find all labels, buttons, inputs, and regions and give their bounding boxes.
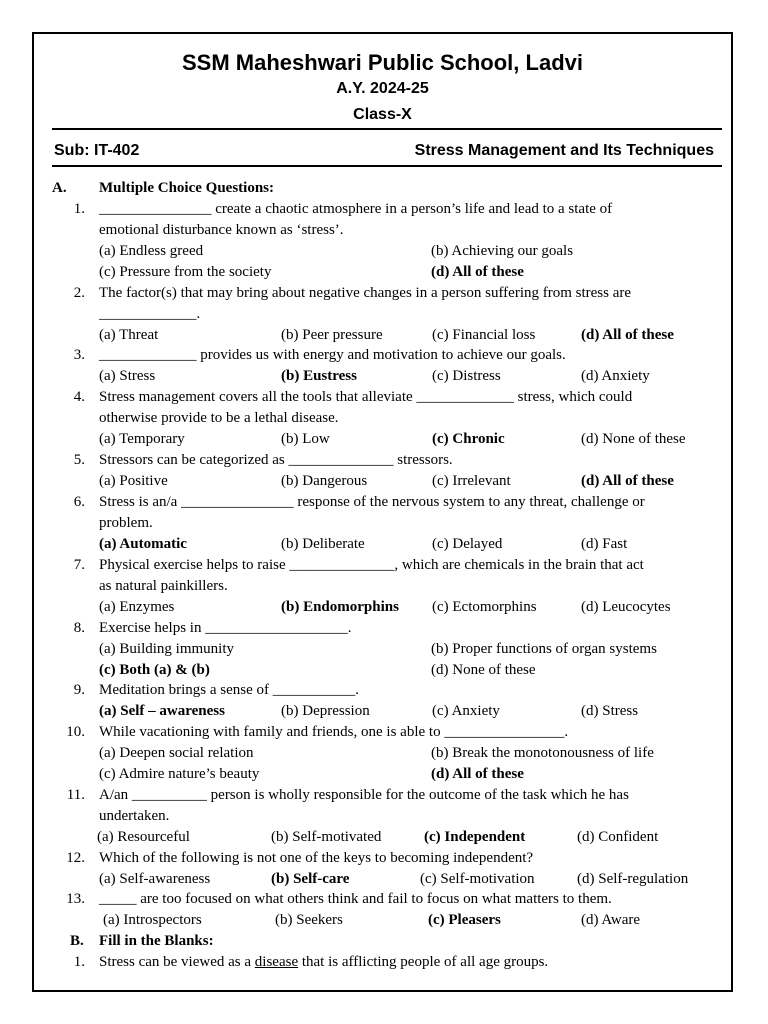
option-b: (b) Self-motivated	[271, 829, 382, 845]
option-b: (b) Low	[281, 431, 330, 447]
question-number: 8.	[73, 620, 85, 636]
option-c: (c) Delayed	[432, 536, 503, 552]
option-a: (a) Temporary	[99, 431, 185, 447]
section-b-label: B.	[70, 933, 84, 949]
question-number: 1.	[73, 954, 85, 970]
question-text: problem.	[99, 515, 153, 531]
option-b-answer: (b) Endomorphins	[281, 599, 399, 615]
option-c: (c) Distress	[432, 368, 501, 384]
fill-blank-text-before: Stress can be viewed as a	[99, 954, 255, 970]
chapter-title: Stress Management and Its Techniques	[414, 142, 714, 159]
option-b: (b) Deliberate	[281, 536, 365, 552]
question-number: 2.	[73, 285, 85, 301]
option-c-answer: (c) Pleasers	[428, 912, 501, 928]
question-text: _____ are too focused on what others think and fail to focus on what matters to them.	[99, 891, 612, 907]
option-c: (c) Pressure from the society	[99, 264, 272, 280]
option-a: (a) Positive	[99, 473, 168, 489]
question-text: A/an __________ person is wholly responsible for the outcome of the task which he has	[99, 787, 629, 803]
option-a: (a) Threat	[99, 327, 159, 343]
option-b: (b) Dangerous	[281, 473, 368, 489]
question-number: 11.	[66, 787, 85, 803]
header-rule-top	[52, 128, 722, 130]
question-text: While vacationing with family and friends, one is able to ________________.	[99, 724, 569, 740]
option-a-answer: (a) Automatic	[99, 536, 187, 552]
question-text: Stress management covers all the tools that alleviate _____________ stress, which could	[99, 389, 633, 405]
option-b-answer: (b) Self-care	[271, 871, 350, 887]
section-a-title: Multiple Choice Questions:	[99, 180, 274, 196]
option-a: (a) Building immunity	[99, 641, 234, 657]
option-c: (c) Anxiety	[432, 703, 500, 719]
option-d: (d) Self-regulation	[577, 871, 689, 887]
question-text: as natural painkillers.	[99, 578, 228, 594]
school-name: SSM Maheshwari Public School, Ladvi	[182, 50, 583, 75]
option-c-answer: (c) Both (a) & (b)	[99, 662, 210, 678]
option-a: (a) Introspectors	[103, 912, 202, 928]
question-number: 3.	[73, 347, 85, 363]
question-number: 6.	[73, 494, 85, 510]
option-b: (b) Achieving our goals	[431, 243, 574, 259]
option-a: (a) Endless greed	[99, 243, 204, 259]
fill-blank-question	[99, 952, 548, 973]
question-text: Physical exercise helps to raise ______________, which are chemicals in the brain that act	[99, 557, 644, 573]
option-d: (d) None of these	[431, 662, 536, 678]
question-text: emotional disturbance known as ‘stress’.	[99, 222, 344, 238]
question-text: Stressors can be categorized as ______________ stressors.	[99, 452, 453, 468]
option-d: (d) Stress	[581, 703, 639, 719]
question-text: Stress is an/a _______________ response of the nervous system to any threat, challenge or	[99, 494, 645, 510]
question-number: 12.	[66, 850, 85, 866]
question-text: otherwise provide to be a lethal disease.	[99, 410, 339, 426]
question-text: _______________ create a chaotic atmosphere in a person’s life and lead to a state of	[99, 201, 613, 217]
header-rule-bottom	[52, 165, 722, 167]
option-c: (c) Ectomorphins	[432, 599, 537, 615]
question-text: Which of the following is not one of the keys to becoming independent?	[99, 850, 534, 866]
option-c-answer: (c) Independent	[424, 829, 526, 845]
option-b: (b) Depression	[281, 703, 370, 719]
option-d: (d) Fast	[581, 536, 628, 552]
option-c: (c) Financial loss	[432, 327, 536, 343]
question-number: 9.	[73, 682, 85, 698]
class-label: Class-X	[353, 106, 412, 123]
academic-year: A.Y. 2024-25	[336, 80, 429, 97]
option-a: (a) Enzymes	[99, 599, 175, 615]
subject-code: Sub: IT-402	[54, 142, 140, 159]
option-d-answer: (d) All of these	[581, 327, 674, 343]
option-b: (b) Break the monotonousness of life	[431, 745, 654, 761]
option-c-answer: (c) Chronic	[432, 431, 505, 447]
option-a-answer: (a) Self – awareness	[99, 703, 225, 719]
question-number: 7.	[73, 557, 85, 573]
question-number: 5.	[73, 452, 85, 468]
option-a: (a) Deepen social relation	[99, 745, 254, 761]
option-d-answer: (d) All of these	[431, 766, 524, 782]
question-text: _____________.	[99, 306, 201, 322]
fill-blank-answer: disease	[254, 954, 299, 970]
option-c: (c) Irrelevant	[432, 473, 511, 489]
option-d: (d) Anxiety	[581, 368, 650, 384]
option-a: (a) Self-awareness	[99, 871, 211, 887]
question-text: Meditation brings a sense of ___________.	[99, 682, 359, 698]
question-text: The factor(s) that may bring about negative changes in a person suffering from stress are	[99, 285, 632, 301]
question-number: 10.	[66, 724, 85, 740]
option-a: (a) Stress	[99, 368, 156, 384]
section-b-title: Fill in the Blanks:	[99, 933, 214, 949]
option-b: (b) Proper functions of organ systems	[431, 641, 657, 657]
option-c: (c) Admire nature’s beauty	[99, 766, 260, 782]
question-number: 13.	[66, 891, 85, 907]
option-b-answer: (b) Eustress	[281, 368, 357, 384]
option-b: (b) Seekers	[275, 912, 343, 928]
option-d: (d) Confident	[577, 829, 659, 845]
option-d-answer: (d) All of these	[431, 264, 524, 280]
option-d-answer: (d) All of these	[581, 473, 674, 489]
option-b: (b) Peer pressure	[281, 327, 383, 343]
question-number: 1.	[73, 201, 85, 217]
question-text: _____________ provides us with energy and motivation to achieve our goals.	[99, 347, 566, 363]
option-a: (a) Resourceful	[97, 829, 190, 845]
question-number: 4.	[73, 389, 85, 405]
option-d: (d) Leucocytes	[581, 599, 671, 615]
question-text: undertaken.	[99, 808, 170, 824]
option-c: (c) Self-motivation	[420, 871, 535, 887]
question-text: Exercise helps in ___________________.	[99, 620, 352, 636]
option-d: (d) None of these	[581, 431, 686, 447]
section-a-label: A.	[52, 180, 67, 196]
fill-blank-text-after: that is afflicting people of all age groups.	[298, 954, 549, 970]
option-d: (d) Aware	[581, 912, 641, 928]
